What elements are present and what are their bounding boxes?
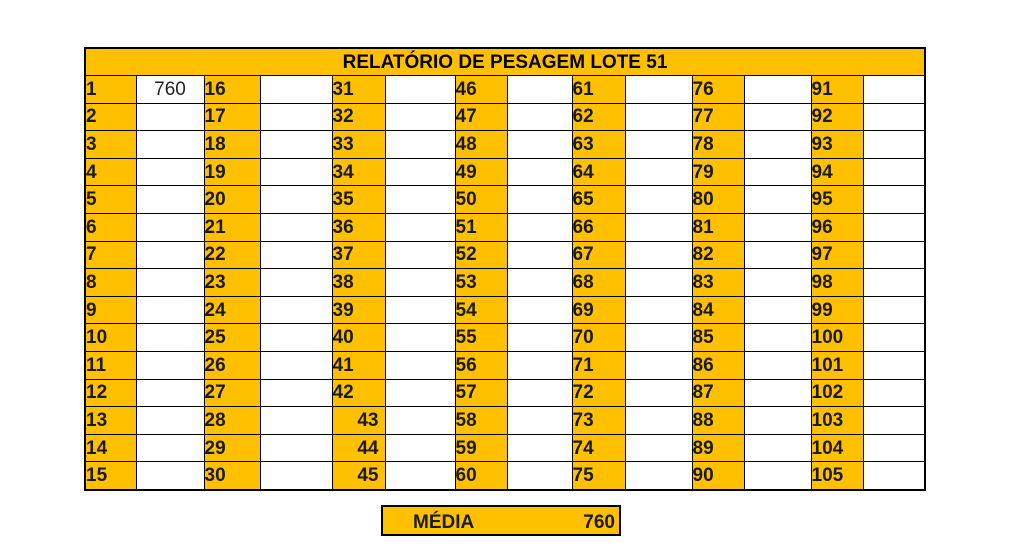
animal-number: 31: [332, 76, 385, 104]
weight-cell[interactable]: [744, 103, 811, 131]
animal-number: 17: [204, 103, 260, 131]
animal-number: 68: [572, 269, 625, 297]
animal-number: 33: [332, 131, 385, 159]
animal-number: 82: [692, 241, 744, 269]
weight-cell[interactable]: [385, 186, 455, 214]
animal-number: 62: [572, 103, 625, 131]
animal-number: 12: [85, 379, 136, 407]
animal-number: 55: [455, 324, 507, 352]
animal-number: 92: [811, 103, 863, 131]
animal-number: 8: [85, 269, 136, 297]
weight-cell[interactable]: [385, 407, 455, 435]
weight-cell[interactable]: [744, 186, 811, 214]
weight-cell[interactable]: [863, 131, 925, 159]
animal-number: 86: [692, 352, 744, 380]
average-box: [381, 505, 621, 536]
weight-cell[interactable]: [507, 434, 572, 462]
weight-cell[interactable]: [625, 324, 692, 352]
animal-number: 18: [204, 131, 260, 159]
animal-number: 16: [204, 76, 260, 104]
weight-cell[interactable]: [507, 379, 572, 407]
table-row: [85, 434, 925, 462]
weight-cell[interactable]: [136, 241, 204, 269]
animal-number: 49: [455, 158, 507, 186]
animal-number: 90: [692, 462, 744, 490]
weight-cell[interactable]: [863, 462, 925, 490]
animal-number: 75: [572, 462, 625, 490]
weight-cell[interactable]: [385, 379, 455, 407]
animal-number: 89: [692, 434, 744, 462]
animal-number: 56: [455, 352, 507, 380]
weight-cell[interactable]: [260, 352, 332, 380]
weight-cell[interactable]: [385, 352, 455, 380]
animal-number: 59: [455, 434, 507, 462]
animal-number: 36: [332, 214, 385, 242]
weight-cell[interactable]: [507, 214, 572, 242]
weight-cell[interactable]: [385, 103, 455, 131]
animal-number: 3: [85, 131, 136, 159]
weight-cell[interactable]: [863, 158, 925, 186]
animal-number: 94: [811, 158, 863, 186]
animal-number: 85: [692, 324, 744, 352]
animal-number: 51: [455, 214, 507, 242]
animal-number: 69: [572, 296, 625, 324]
weight-cell[interactable]: [507, 352, 572, 380]
weight-cell[interactable]: [625, 158, 692, 186]
animal-number: 41: [332, 352, 385, 380]
weight-cell[interactable]: [385, 131, 455, 159]
weight-cell[interactable]: [260, 158, 332, 186]
weight-cell[interactable]: [260, 269, 332, 297]
animal-number: 4: [85, 158, 136, 186]
table-row: [85, 379, 925, 407]
weight-cell[interactable]: [744, 131, 811, 159]
weight-cell[interactable]: [260, 241, 332, 269]
animal-number: 7: [85, 241, 136, 269]
weighing-report-sheet: [84, 47, 926, 491]
animal-number: 42: [332, 379, 385, 407]
animal-number: 24: [204, 296, 260, 324]
weight-cell[interactable]: 760: [136, 76, 204, 104]
animal-number: 20: [204, 186, 260, 214]
table-row: [85, 131, 925, 159]
animal-number: 44: [332, 434, 385, 462]
weight-cell[interactable]: [625, 186, 692, 214]
weight-cell[interactable]: [625, 241, 692, 269]
weight-cell[interactable]: [385, 158, 455, 186]
animal-number: 102: [811, 379, 863, 407]
weight-cell[interactable]: [625, 269, 692, 297]
animal-number: 2: [85, 103, 136, 131]
weight-cell[interactable]: [507, 158, 572, 186]
table-row: [85, 462, 925, 490]
weight-cell[interactable]: [385, 241, 455, 269]
weight-cell[interactable]: [507, 269, 572, 297]
weight-cell[interactable]: [136, 158, 204, 186]
animal-number: 58: [455, 407, 507, 435]
animal-number: 54: [455, 296, 507, 324]
weight-cell[interactable]: [260, 103, 332, 131]
animal-number: 78: [692, 131, 744, 159]
weight-cell[interactable]: [744, 352, 811, 380]
animal-number: 60: [455, 462, 507, 490]
animal-number: 71: [572, 352, 625, 380]
weight-cell[interactable]: [507, 324, 572, 352]
animal-number: 1: [85, 76, 136, 104]
animal-number: 93: [811, 131, 863, 159]
animal-number: 25: [204, 324, 260, 352]
animal-number: 61: [572, 76, 625, 104]
animal-number: 46: [455, 76, 507, 104]
animal-number: 67: [572, 241, 625, 269]
animal-number: 98: [811, 269, 863, 297]
weight-cell[interactable]: [744, 462, 811, 490]
animal-number: 9: [85, 296, 136, 324]
animal-number: 26: [204, 352, 260, 380]
animal-number: 15: [85, 462, 136, 490]
animal-number: 10: [85, 324, 136, 352]
weight-cell[interactable]: [863, 296, 925, 324]
weight-cell[interactable]: [136, 186, 204, 214]
animal-number: 35: [332, 186, 385, 214]
weight-cell[interactable]: [385, 296, 455, 324]
weight-cell[interactable]: [136, 434, 204, 462]
weight-cell[interactable]: [136, 462, 204, 490]
weight-cell[interactable]: [863, 352, 925, 380]
weight-cell[interactable]: [863, 214, 925, 242]
table-row: [85, 324, 925, 352]
animal-number: 52: [455, 241, 507, 269]
weight-cell[interactable]: [260, 296, 332, 324]
weight-cell[interactable]: [863, 407, 925, 435]
weight-cell[interactable]: [385, 434, 455, 462]
weight-cell[interactable]: [744, 296, 811, 324]
weight-cell[interactable]: [136, 269, 204, 297]
animal-number: 103: [811, 407, 863, 435]
animal-number: 70: [572, 324, 625, 352]
weight-cell[interactable]: [507, 407, 572, 435]
animal-number: 74: [572, 434, 625, 462]
weight-cell[interactable]: [507, 241, 572, 269]
animal-number: 21: [204, 214, 260, 242]
weight-cell[interactable]: [136, 352, 204, 380]
animal-number: 34: [332, 158, 385, 186]
animal-number: 91: [811, 76, 863, 104]
weight-cell[interactable]: [260, 462, 332, 490]
animal-number: 64: [572, 158, 625, 186]
weight-cell[interactable]: [260, 131, 332, 159]
table-row: [85, 158, 925, 186]
animal-number: 11: [85, 352, 136, 380]
weight-cell[interactable]: [507, 462, 572, 490]
weight-cell[interactable]: [744, 214, 811, 242]
table-row: [85, 352, 925, 380]
weight-cell[interactable]: [625, 462, 692, 490]
animal-number: 50: [455, 186, 507, 214]
weight-cell[interactable]: [744, 324, 811, 352]
weighing-table: [84, 47, 926, 491]
animal-number: 43: [332, 407, 385, 435]
weight-cell[interactable]: [507, 186, 572, 214]
animal-number: 81: [692, 214, 744, 242]
animal-number: 80: [692, 186, 744, 214]
animal-number: 47: [455, 103, 507, 131]
animal-number: 79: [692, 158, 744, 186]
animal-number: 77: [692, 103, 744, 131]
animal-number: 87: [692, 379, 744, 407]
animal-number: 14: [85, 434, 136, 462]
animal-number: 72: [572, 379, 625, 407]
weight-cell[interactable]: [863, 324, 925, 352]
average-value: 760: [583, 512, 615, 533]
weight-cell[interactable]: [744, 379, 811, 407]
weight-cell[interactable]: [625, 434, 692, 462]
weight-cell[interactable]: [863, 186, 925, 214]
weight-cell[interactable]: [625, 296, 692, 324]
weight-cell[interactable]: [744, 269, 811, 297]
weight-cell[interactable]: [863, 76, 925, 104]
weight-cell[interactable]: [744, 241, 811, 269]
animal-number: 97: [811, 241, 863, 269]
report-title: RELATÓRIO DE PESAGEM LOTE 51: [85, 48, 925, 76]
weight-cell[interactable]: [625, 214, 692, 242]
table-row: [85, 269, 925, 297]
animal-number: 38: [332, 269, 385, 297]
animal-number: 99: [811, 296, 863, 324]
animal-number: 39: [332, 296, 385, 324]
animal-number: 45: [332, 462, 385, 490]
weight-cell[interactable]: [744, 76, 811, 104]
weight-cell[interactable]: [136, 407, 204, 435]
animal-number: 28: [204, 407, 260, 435]
animal-number: 84: [692, 296, 744, 324]
weight-cell[interactable]: [385, 76, 455, 104]
animal-number: 66: [572, 214, 625, 242]
weight-cell[interactable]: [385, 214, 455, 242]
weight-cell[interactable]: [385, 462, 455, 490]
animal-number: 5: [85, 186, 136, 214]
animal-number: 53: [455, 269, 507, 297]
animal-number: 40: [332, 324, 385, 352]
average-label: MÉDIA: [413, 512, 475, 533]
animal-number: 6: [85, 214, 136, 242]
animal-number: 29: [204, 434, 260, 462]
animal-number: 63: [572, 131, 625, 159]
weight-cell[interactable]: [260, 324, 332, 352]
weight-cell[interactable]: [507, 103, 572, 131]
weight-cell[interactable]: [385, 269, 455, 297]
weight-cell[interactable]: [136, 379, 204, 407]
animal-number: 73: [572, 407, 625, 435]
weight-cell[interactable]: [625, 379, 692, 407]
animal-number: 19: [204, 158, 260, 186]
weight-cell[interactable]: [863, 379, 925, 407]
weight-cell[interactable]: [260, 379, 332, 407]
animal-number: 32: [332, 103, 385, 131]
weight-cell[interactable]: [260, 214, 332, 242]
table-row: [85, 241, 925, 269]
weight-cell[interactable]: [260, 76, 332, 104]
weight-cell[interactable]: [625, 407, 692, 435]
weight-cell[interactable]: [744, 407, 811, 435]
animal-number: 88: [692, 407, 744, 435]
weight-cell[interactable]: [136, 214, 204, 242]
weight-cell[interactable]: [625, 76, 692, 104]
weight-cell[interactable]: [136, 103, 204, 131]
animal-number: 48: [455, 131, 507, 159]
table-row: [85, 186, 925, 214]
weight-cell[interactable]: [136, 324, 204, 352]
animal-number: 27: [204, 379, 260, 407]
weight-cell[interactable]: [744, 158, 811, 186]
animal-number: 30: [204, 462, 260, 490]
animal-number: 105: [811, 462, 863, 490]
animal-number: 101: [811, 352, 863, 380]
animal-number: 96: [811, 214, 863, 242]
weight-cell[interactable]: [260, 434, 332, 462]
weight-cell[interactable]: [507, 296, 572, 324]
animal-number: 95: [811, 186, 863, 214]
animal-number: 65: [572, 186, 625, 214]
weight-cell[interactable]: [625, 103, 692, 131]
table-row: [85, 407, 925, 435]
animal-number: 100: [811, 324, 863, 352]
table-row: [85, 296, 925, 324]
animal-number: 104: [811, 434, 863, 462]
animal-number: 37: [332, 241, 385, 269]
table-row: [85, 76, 925, 104]
animal-number: 22: [204, 241, 260, 269]
animal-number: 13: [85, 407, 136, 435]
weight-cell[interactable]: [136, 296, 204, 324]
table-row: [85, 103, 925, 131]
weight-cell[interactable]: [863, 241, 925, 269]
weight-cell[interactable]: [625, 131, 692, 159]
weight-cell[interactable]: [863, 269, 925, 297]
animal-number: 83: [692, 269, 744, 297]
table-row: [85, 214, 925, 242]
weight-cell[interactable]: [625, 352, 692, 380]
weight-cell[interactable]: [136, 131, 204, 159]
weight-cell[interactable]: [507, 76, 572, 104]
animal-number: 23: [204, 269, 260, 297]
weight-cell[interactable]: [507, 131, 572, 159]
weight-cell[interactable]: [260, 186, 332, 214]
weight-cell[interactable]: [863, 434, 925, 462]
weight-cell[interactable]: [385, 324, 455, 352]
weight-cell[interactable]: [260, 407, 332, 435]
animal-number: 76: [692, 76, 744, 104]
animal-number: 57: [455, 379, 507, 407]
weight-cell[interactable]: [863, 103, 925, 131]
weight-cell[interactable]: [744, 434, 811, 462]
